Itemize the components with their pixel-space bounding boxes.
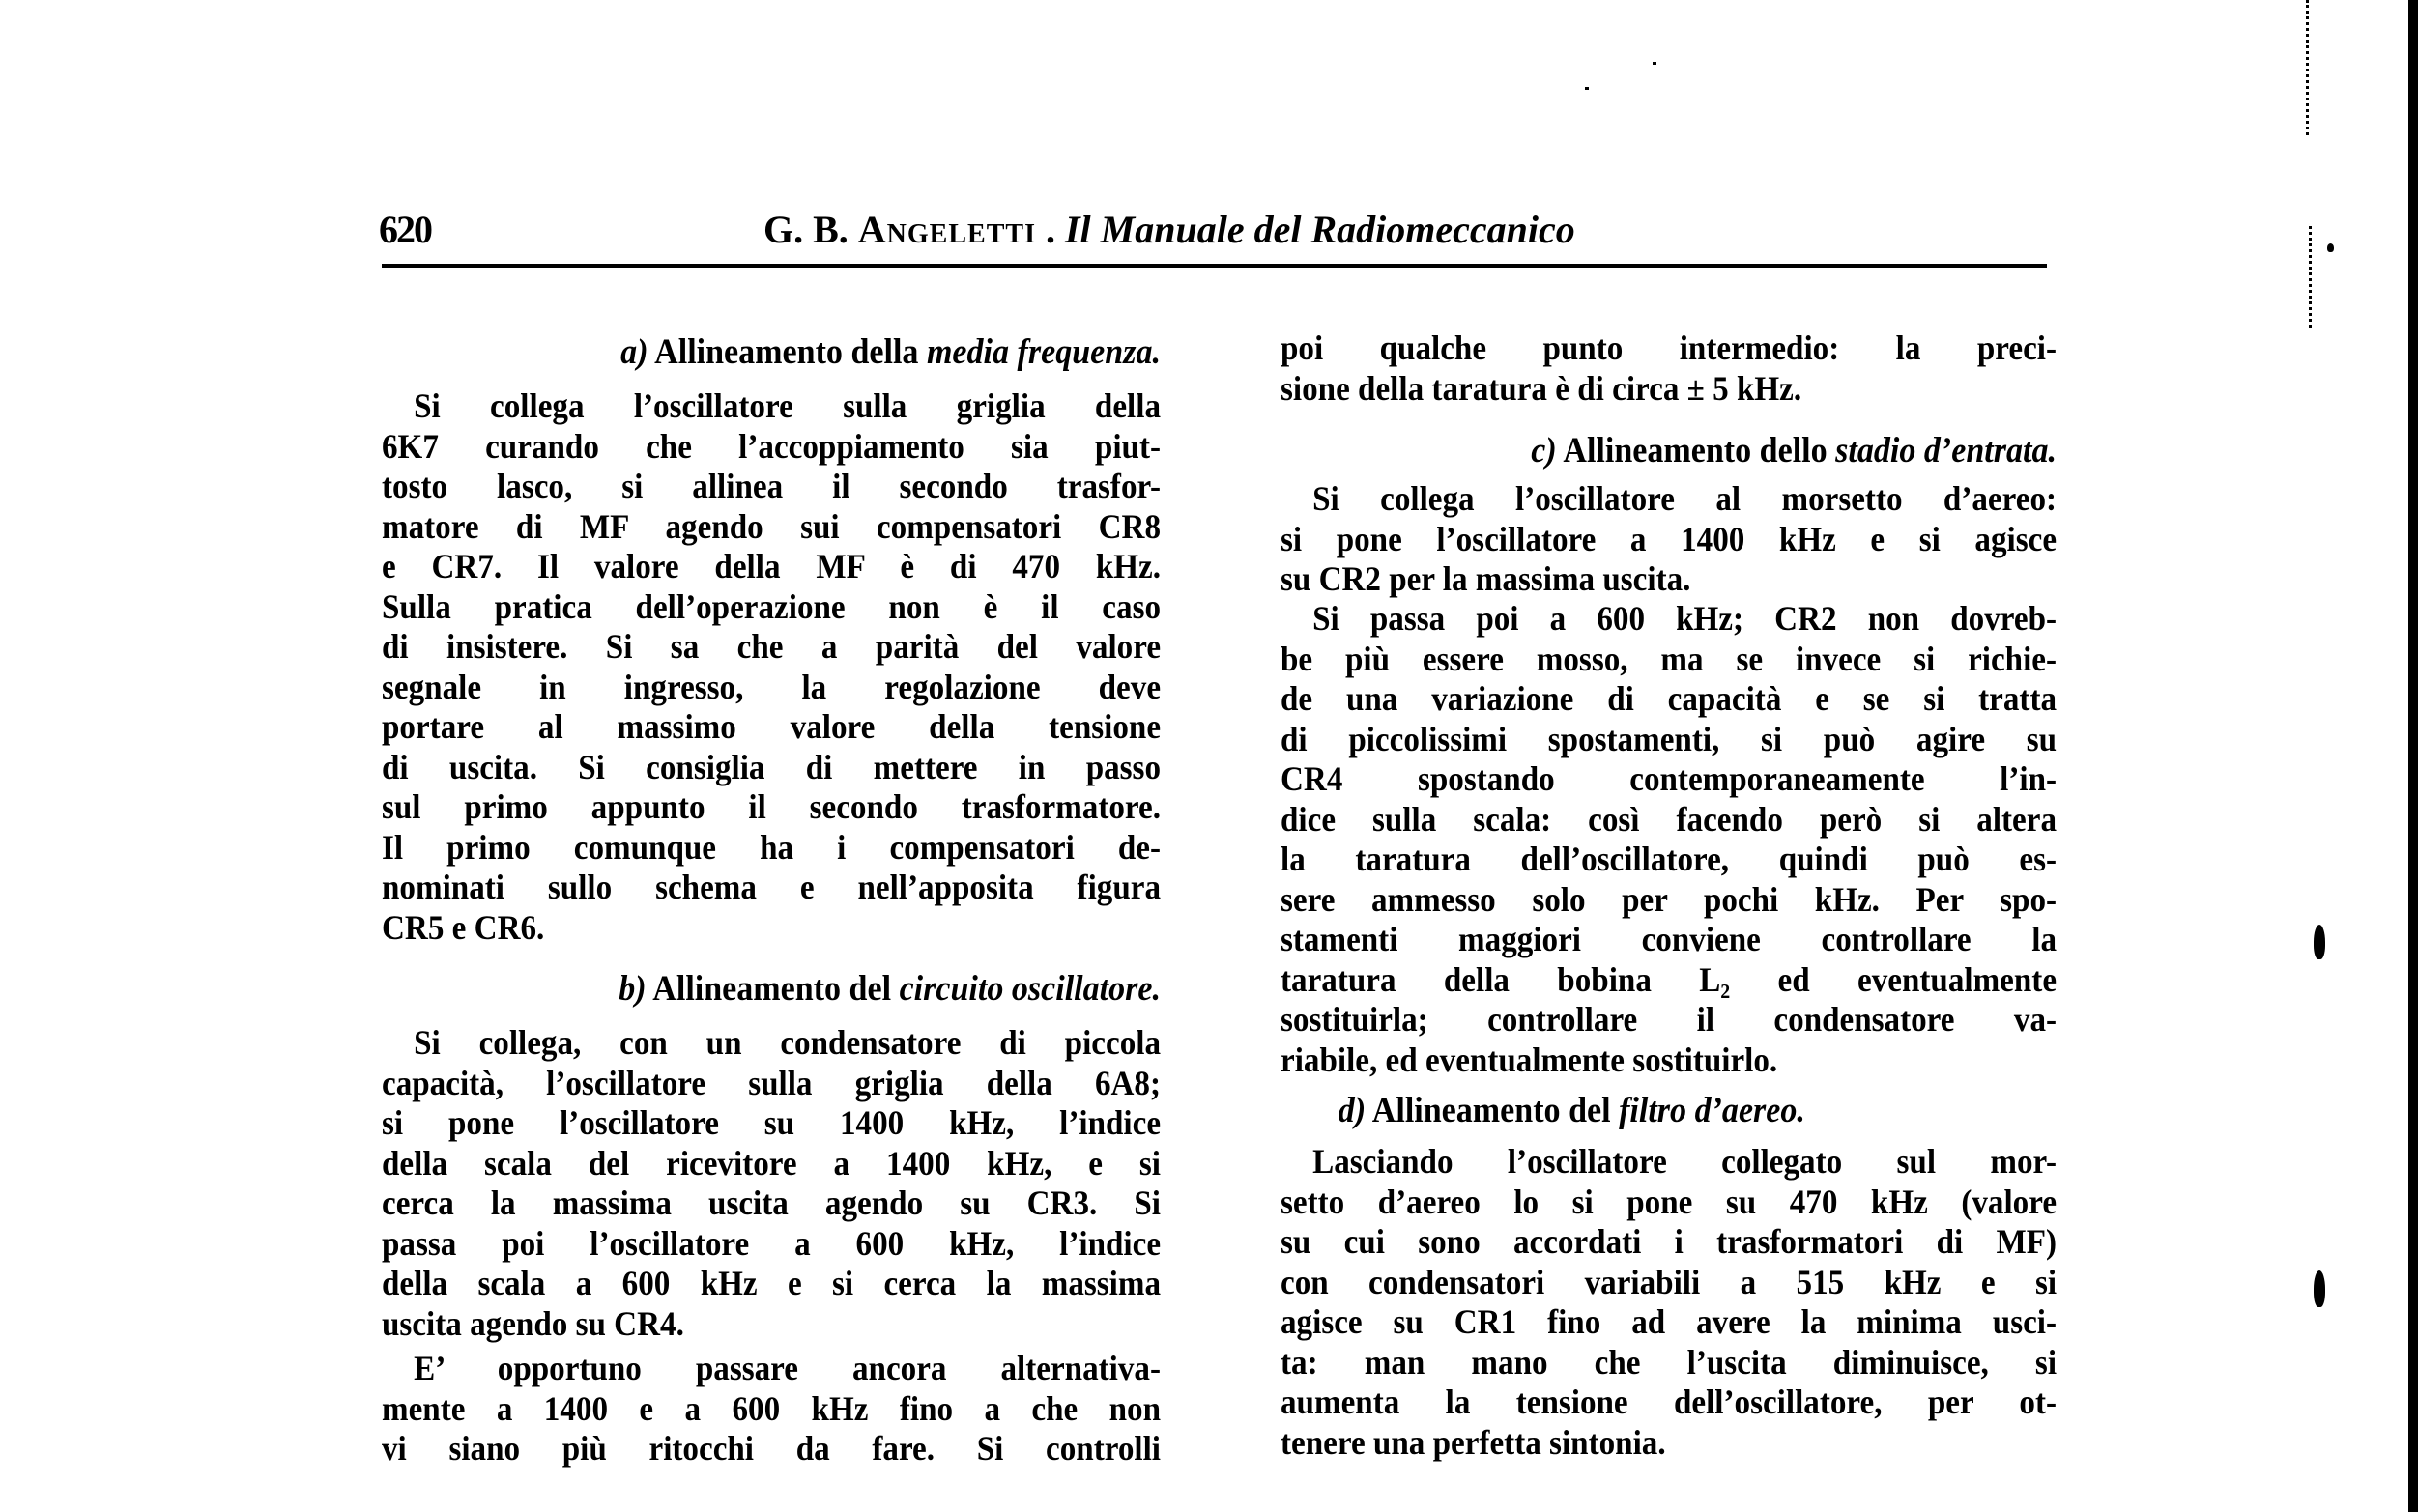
scan-edge-shadow	[2408, 0, 2418, 1512]
text-line: con condensatori variabili a 515 kHz e si	[1281, 1262, 2058, 1301]
text-line: vi siano più ritocchi da fare. Si controlli	[382, 1429, 1162, 1468]
text-line: mente a 1400 e a 600 kHz fino a che non	[382, 1388, 1162, 1428]
text-line: poi qualche punto intermedio: la preci-	[1281, 328, 2058, 367]
text-line: sul primo appunto il secondo trasformatore.	[382, 787, 1162, 826]
paragraph-a1	[382, 386, 1161, 948]
text-line: Sulla pratica dell’operazione non è il caso	[382, 586, 1162, 626]
header-separator: .	[1035, 208, 1065, 251]
scan-artifact-dotted-line	[2306, 0, 2312, 135]
text-line: uscita agendo su CR4.	[382, 1303, 684, 1343]
running-header	[763, 207, 1575, 252]
text-line: sostituirla; controllare il condensatore va-	[1281, 1000, 2058, 1039]
text-line: di piccolissimi spostamenti, si può agire su	[1281, 719, 2058, 758]
text-line: E’ opportuno passare ancora alternativa-	[414, 1349, 1162, 1387]
text-line: Si collega l’oscillatore al morsetto d’aereo:	[1312, 479, 2058, 518]
page-number: 620	[379, 208, 431, 251]
text-line: taratura della bobina L₂ ed eventualmente	[1281, 959, 2058, 999]
author-surname: Angeletti	[857, 208, 1036, 251]
text-line: matore di MF agendo sui compensatori CR8	[382, 506, 1162, 546]
text-line: agisce su CR1 fino ad avere la minima usci-	[1281, 1302, 2058, 1341]
text-line: passa poi l’oscillatore a 600 kHz, l’indice	[382, 1223, 1162, 1263]
text-line: Si passa poi a 600 kHz; CR2 non dovreb-	[1312, 599, 2058, 638]
paragraph-b3	[1281, 328, 2057, 409]
text-line: nominati sullo schema e nell’apposita figura	[382, 868, 1162, 906]
text-line: sione della taratura è di circa ± 5 kHz.	[1281, 368, 1802, 408]
text-line: aumenta la tensione dell’oscillatore, per ot-	[1281, 1383, 2058, 1421]
text-line: tenere una perfetta sintonia.	[1281, 1422, 1666, 1462]
scan-artifact-speck	[2327, 243, 2334, 252]
scan-artifact-blot	[2314, 925, 2325, 959]
text-line: di insistere. Si sa che a parità del valore	[382, 627, 1162, 666]
text-line: segnale in ingresso, la regolazione deve	[382, 667, 1162, 706]
text-line: riabile, ed eventualmente sostituirlo.	[1281, 1040, 1778, 1079]
scan-artifact-blot	[2314, 1270, 2325, 1307]
book-title: Il Manuale del Radiomeccanico	[1064, 208, 1575, 251]
text-line: be più essere mosso, ma se invece si richie-	[1281, 639, 2058, 678]
text-line: de una variazione di capacità e se si tratta	[1281, 679, 2058, 718]
text-line: 6K7 curando che l’accoppiamento sia piut-	[382, 426, 1162, 466]
paragraph-b1	[382, 1023, 1161, 1344]
text-line: dice sulla scala: così facendo però si altera	[1281, 799, 2058, 839]
scan-artifact-speck	[1585, 87, 1589, 90]
scan-artifact-dotted-line	[2309, 226, 2315, 328]
text-line: della scala del ricevitore a 1400 kHz, e si	[382, 1143, 1162, 1183]
text-line: portare al massimo valore della tensione	[382, 707, 1162, 746]
text-line: sere ammesso solo per pochi kHz. Per spo-	[1281, 879, 2058, 919]
text-line: e CR7. Il valore della MF è di 470 kHz.	[382, 547, 1162, 585]
text-line: tosto lasco, si allinea il secondo trasfor-	[382, 467, 1162, 505]
text-line: di uscita. Si consiglia di mettere in passo	[382, 747, 1162, 786]
text-line: su CR2 per la massima uscita.	[1281, 559, 1691, 598]
paragraph-c2	[1281, 599, 2057, 1080]
text-line: si pone l’oscillatore a 1400 kHz e si agisce	[1281, 519, 2058, 558]
section-d-heading: d) Allineamento del filtro d’aereo.	[1338, 1091, 1805, 1130]
text-line: stamenti maggiori conviene controllare la	[1281, 920, 2058, 958]
text-line: la taratura dell’oscillatore, quindi può es-	[1281, 840, 2058, 878]
text-line: Il primo comunque ha i compensatori de-	[382, 827, 1162, 867]
text-line: cerca la massima uscita agendo su CR3. Si	[382, 1184, 1162, 1222]
text-line: CR5 e CR6.	[382, 907, 545, 947]
section-c-heading: c) Allineamento dello stadio d’entrata.	[1531, 431, 2057, 471]
header-rule	[382, 264, 2047, 268]
paragraph-d1	[1281, 1142, 2057, 1463]
text-line: ta: man mano che l’uscita diminuisce, si	[1281, 1342, 2058, 1382]
text-line: della scala a 600 kHz e si cerca la massima	[382, 1264, 1162, 1302]
section-b-heading: b) Allineamento del circuito oscillatore.	[619, 969, 1161, 1009]
text-line: si pone l’oscillatore su 1400 kHz, l’indice	[382, 1103, 1162, 1142]
text-line: su cui sono accordati i trasformatori di MF)	[1281, 1222, 2058, 1261]
author-initials: G. B.	[763, 208, 858, 251]
scan-artifact-speck	[1653, 62, 1656, 65]
text-line: Si collega l’oscillatore sulla griglia della	[414, 386, 1162, 425]
text-line: setto d’aereo lo si pone su 470 kHz (valore	[1281, 1182, 2058, 1221]
text-line: Lasciando l’oscillatore collegato sul mor-	[1312, 1142, 2058, 1181]
text-line: Si collega, con un condensatore di piccola	[414, 1023, 1162, 1062]
paragraph-c1	[1281, 479, 2057, 600]
text-line: CR4 spostando contemporaneamente l’in-	[1281, 759, 2058, 798]
paragraph-b2	[382, 1349, 1161, 1469]
section-a-heading: a) Allineamento della media frequenza.	[620, 332, 1161, 372]
text-line: capacità, l’oscillatore sulla griglia della 6A8;	[382, 1063, 1162, 1102]
